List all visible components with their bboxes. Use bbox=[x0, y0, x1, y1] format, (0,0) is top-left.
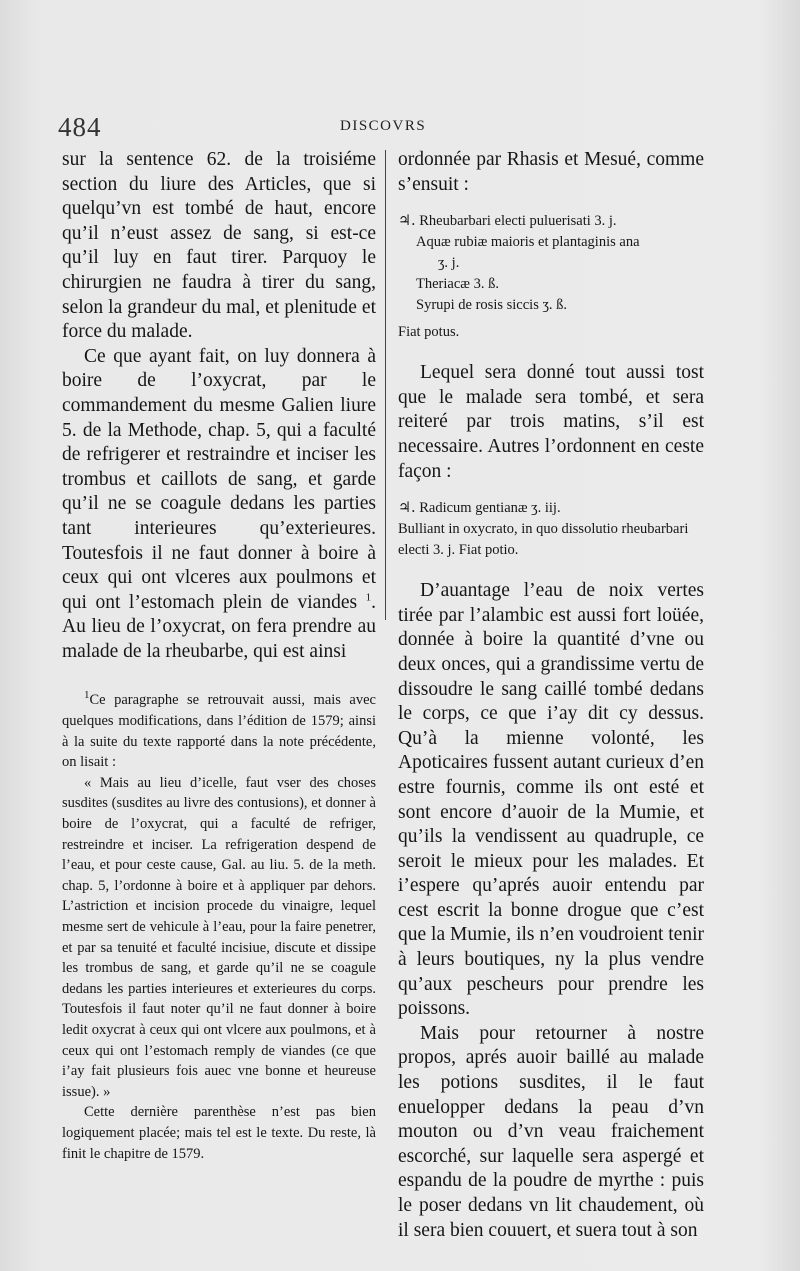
right-column bbox=[398, 148, 704, 1243]
right-paragraph-1: Lequel sera donné tout aussi tost que le malade sera tombé, et sera reiteré par trois matins, s’il est necessaire. Autres l’ordonnent en ceste façon : bbox=[398, 362, 704, 482]
left-paragraph-1: sur la sentence 62. de la troisiéme section du liure des Articles, que si quelqu’vn est tombé de haut, encore qu’il n’eust assez de sang, si est-ce qu’il luy en faut tirer. Parquoy le chirurgien ne faudra à tirer du sang, selon la grandeur du mal, et plenitude et force du malade. bbox=[62, 149, 376, 343]
recipe-2-line-1 bbox=[398, 498, 704, 519]
footnote-closing: Cette dernière parenthèse n’est pas bien logiquement placée; mais tel est le texte. Du reste, là finit le chapitre de 1579. bbox=[62, 1104, 376, 1162]
column-divider bbox=[385, 150, 386, 620]
running-title: DISCOVRS bbox=[340, 118, 427, 134]
footnote-marker: 1 bbox=[84, 689, 90, 702]
footnote bbox=[62, 690, 376, 1164]
footnote-reference: 1 bbox=[365, 591, 372, 604]
left-paragraph-2-text: Ce que ayant fait, on luy donnera à boire de l’oxycrat, par le commandement du mesme Galien liure 5. de la Methode, chap. 5, qui a faculté de refrigerer et restraindre et inciser les trombus et caillots de sang, et garde qu’il ne se coagule dedans les parties tant interieures qu’exterieures. Toutesfois il ne faut donner à boire à ceux qui ont vlceres aux poulmons et qui ont l’estomach plein de viandes bbox=[62, 345, 376, 613]
recipe-2-line-1-text: Radicum gentianæ ʒ. iij. bbox=[419, 500, 561, 517]
left-paragraph-3-text: Au lieu de l’oxycrat, on fera prendre au malade de la rheubarbe, qui est ainsi bbox=[62, 616, 376, 662]
footnote-intro-text: Ce paragraphe se retrouvait aussi, mais avec quelques modifications, dans l’édition de 1579; ainsi à la suite du texte rapporté dans la note précédente, on lisait : bbox=[62, 692, 376, 771]
right-paragraph-3: Mais pour retourner à nostre propos, aprés auoir baillé au malade les potions susdites, il le faut enuelopper dedans la peau d’vn mouton ou d’vn veau fraichement escorché, sur laquelle sera aspergé et espandu de la poudre de myrthe : puis le poser dedans vn lit chaudement, où il sera bien couuert, et suera tout à son bbox=[398, 1022, 704, 1241]
footnote-intro bbox=[62, 690, 376, 772]
left-column bbox=[62, 148, 376, 1164]
page-number: 484 bbox=[58, 112, 102, 142]
recipe-sign-icon: ♃. bbox=[398, 500, 416, 517]
recipe-sign-icon: ♃. bbox=[398, 213, 416, 230]
recipe-1-closing: Fiat potus. bbox=[398, 324, 460, 341]
footnote-quote: « Mais au lieu d’icelle, faut vser des choses susdites (susdites au livre des contusions), et donner à boire de l’oxycrat, qui a faculté de refriger, restreindre et inciser. La refrigeration despend de l’eau, et pour ceste cause, Gal. au liu. 5. de la meth. chap. 5, l’ordonne à boire et à appliquer par dehors. L’astriction et incision procede du vinaigre, lequel mesme sert de vehicule à l’eau, pour la faire penetrer, et par sa tenuité et faculté incisiue, discute et dissipe les trombus de sang, et garde qu’il ne se coagule dedans les parties interieures et exterieures du corps. Toutesfois il faut noter qu’il ne faut donner à boire ledit oxycrat à ceux qui ont vlcere aux poulmons, et à ceux qui ont l’estomach remply de viandes (ce que i’ay fait plusieurs fois auec vne bonne et heureuse issue). » bbox=[62, 774, 376, 1100]
right-paragraph-2: D’auantage l’eau de noix vertes tirée par l’alambic est aussi fort loüée, donnée à boire la quantité d’vne ou deux onces, qui a grandissime vertu de dissoudre le sang caillé tombé dedans le corps, ce que i’ay dit cy dessus. Qu’à la mienne volonté, les Apoticaires fussent autant curieux d’en estre fournis, comme ils ont esté et sont encore d’auoir de la Mumie, et qu’ils la vendissent au quadruple, ce seroit le mieux pour les malades. Et i’espere qu’aprés auoir entendu par cest escrit la bonne drogue que c’est que la Mumie, ils n’en voudroient tenir à leurs boutiques, ny la plus vendre qu’aux pescheurs pour prendre les poissons. bbox=[398, 580, 704, 1020]
left-paragraph-2: Ce que ayant fait, on luy donnera à boire de l’oxycrat, par le commandement du mesme Galien liure 5. de la Methode, chap. 5, qui a faculté de refrigerer et restraindre et inciser les trombus et caillots de sang, et garde qu’il ne se coagule dedans les parties tant interieures qu’exterieures. Toutesfois il ne faut donner à boire à ceux qui ont vlceres aux poulmons et qui ont l’estomach plein de viandes $^1$. Au lieu de l’oxycrat, on fera prendre au malade de la rheubarbe, qui est ainsi bbox=[62, 345, 376, 662]
recipe-1 bbox=[398, 211, 704, 343]
recipe-1-line-5: Syrupi de rosis siccis ʒ. ß. bbox=[416, 297, 568, 314]
recipe-1-line-1-text: Rheubarbari electi puluerisati 3. j. bbox=[419, 213, 617, 230]
recipe-1-line-1 bbox=[398, 211, 704, 232]
recipe-2 bbox=[398, 498, 704, 561]
right-intro: ordonnée par Rhasis et Mesué, comme s’ensuit : bbox=[398, 149, 704, 195]
recipe-1-line-3: ʒ. j. bbox=[438, 255, 460, 272]
recipe-1-line-4: Theriacæ 3. ß. bbox=[416, 276, 499, 293]
recipe-1-line-2: Aquæ rubiæ maioris et plantaginis ana bbox=[416, 234, 640, 251]
recipe-2-continuation: Bulliant in oxycrato, in quo dissolutio rheubarbari electi 3. j. Fiat potio. bbox=[398, 521, 689, 559]
